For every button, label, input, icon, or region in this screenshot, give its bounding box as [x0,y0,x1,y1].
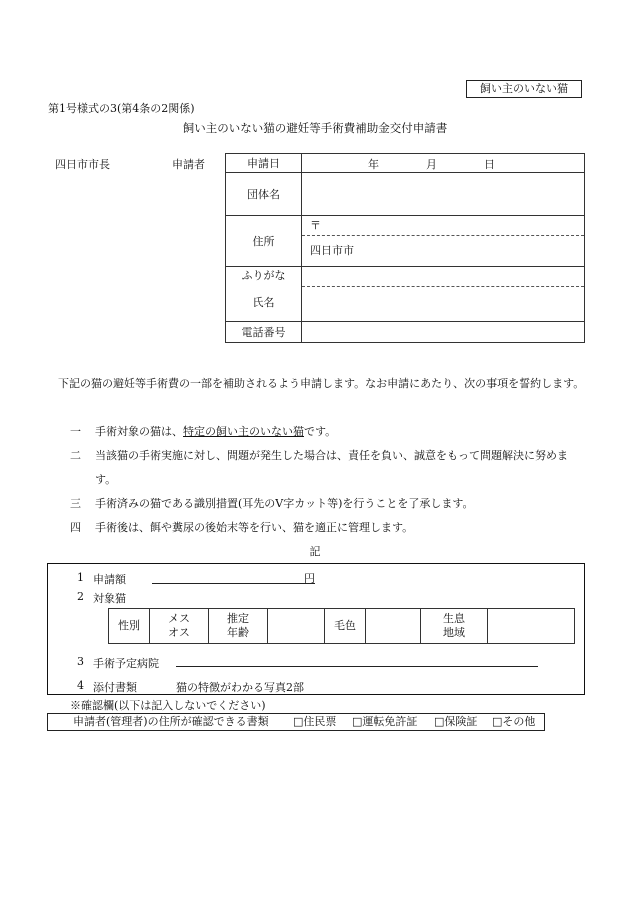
name-label: 氏名 [252,296,275,309]
applicant-label: 申請者 [172,158,205,171]
cat-info-table [108,608,575,644]
pledge-1 [0,420,630,444]
confirm-title: ※確認欄(以下は記入しないでください) [70,699,266,712]
name-field[interactable] [302,267,585,322]
est-age-field[interactable] [268,609,325,644]
attach-number: 4 [77,679,84,692]
applicant-table [225,153,585,343]
address-field[interactable] [302,216,585,267]
hospital-field[interactable] [176,655,538,667]
phone-label: 電話番号 [226,322,302,343]
date-field[interactable] [302,154,585,173]
name-line [302,287,584,321]
city-prefix: 四日市市 [310,243,354,257]
checkbox-juminhyo[interactable]: □住民票 [293,715,337,728]
pledge-number: 三 [70,497,81,510]
document-title: 飼い主のいない猫の避妊等手術費補助金交付申請書 [182,121,448,135]
pledge-text: 手術済みの猫である識別措置(耳先のV字カット等)を行うことを了承します。 [95,497,474,510]
cat-label: 対象猫 [93,592,126,605]
checkbox-insurance[interactable]: □保険証 [434,715,478,728]
date-day: 日 [484,158,495,171]
habitat-field[interactable] [488,609,575,644]
category-label-box: 飼い主のいない猫 [466,80,582,98]
furigana-name-label [226,267,302,322]
checkbox-license[interactable]: □運転免許証 [352,715,418,728]
postal-code-line: 〒 [302,217,584,236]
est-age-label: 推定 年齢 [209,609,268,644]
address-label: 住所 [226,216,302,267]
attach-label: 添付書類 [93,681,137,694]
attach-value: 猫の特徴がわかる写真2部 [176,681,304,694]
pledge-number: 一 [70,425,81,438]
pledge-number: 二 [70,449,81,462]
confirm-box [47,713,545,731]
checkbox-other[interactable]: □その他 [492,715,536,728]
phone-field[interactable] [302,322,585,343]
pledge-2 [0,444,630,492]
date-month: 月 [426,158,437,171]
amount-label: 申請額 [93,573,126,586]
pledge-4 [0,516,630,540]
furigana-line [302,268,584,287]
group-label: 団体名 [226,173,302,216]
color-field[interactable] [366,609,421,644]
pledge-3 [0,492,630,516]
amount-unit: 円 [304,572,315,585]
habitat-label: 生息 地域 [421,609,488,644]
amount-number: 1 [77,571,84,584]
sex-options[interactable] [150,609,209,644]
female-option[interactable]: メス [168,612,190,625]
group-field[interactable] [302,173,585,216]
amount-field[interactable] [152,570,315,584]
addressee: 四日市市長 [55,158,110,171]
pledge-text: 当該猫の手術実施に対し、問題が発生した場合は、責任を負い、誠意をもって問題解決に努めます。 [95,449,568,486]
form-number: 第1号様式の3(第4条の2関係) [48,102,195,115]
sex-label: 性別 [109,609,150,644]
date-label: 申請日 [226,154,302,173]
intro-text: 下記の猫の避妊等手術費の一部を補助されるよう申請します。なお申請にあたり、次の事項を誓約します。 [58,377,585,390]
cat-number: 2 [77,590,84,603]
male-option[interactable]: オス [168,626,190,639]
color-label: 毛色 [325,609,366,644]
pledge-number: 四 [70,521,81,534]
pledge-text: 手術対象の猫は、特定の飼い主のいない猫です。 [95,425,337,438]
confirm-text: 申請者(管理者)の住所が確認できる書類 [73,715,269,728]
ki-heading: 記 [309,545,321,558]
pledge-underlined: 特定の飼い主のいない猫 [183,425,304,438]
hospital-number: 3 [77,655,84,668]
hospital-label: 手術予定病院 [93,657,159,670]
furigana-label: ふりがな [241,269,286,282]
date-year: 年 [368,158,379,171]
pledge-text: 手術後は、餌や糞尿の後始末等を行い、猫を適正に管理します。 [95,521,414,534]
